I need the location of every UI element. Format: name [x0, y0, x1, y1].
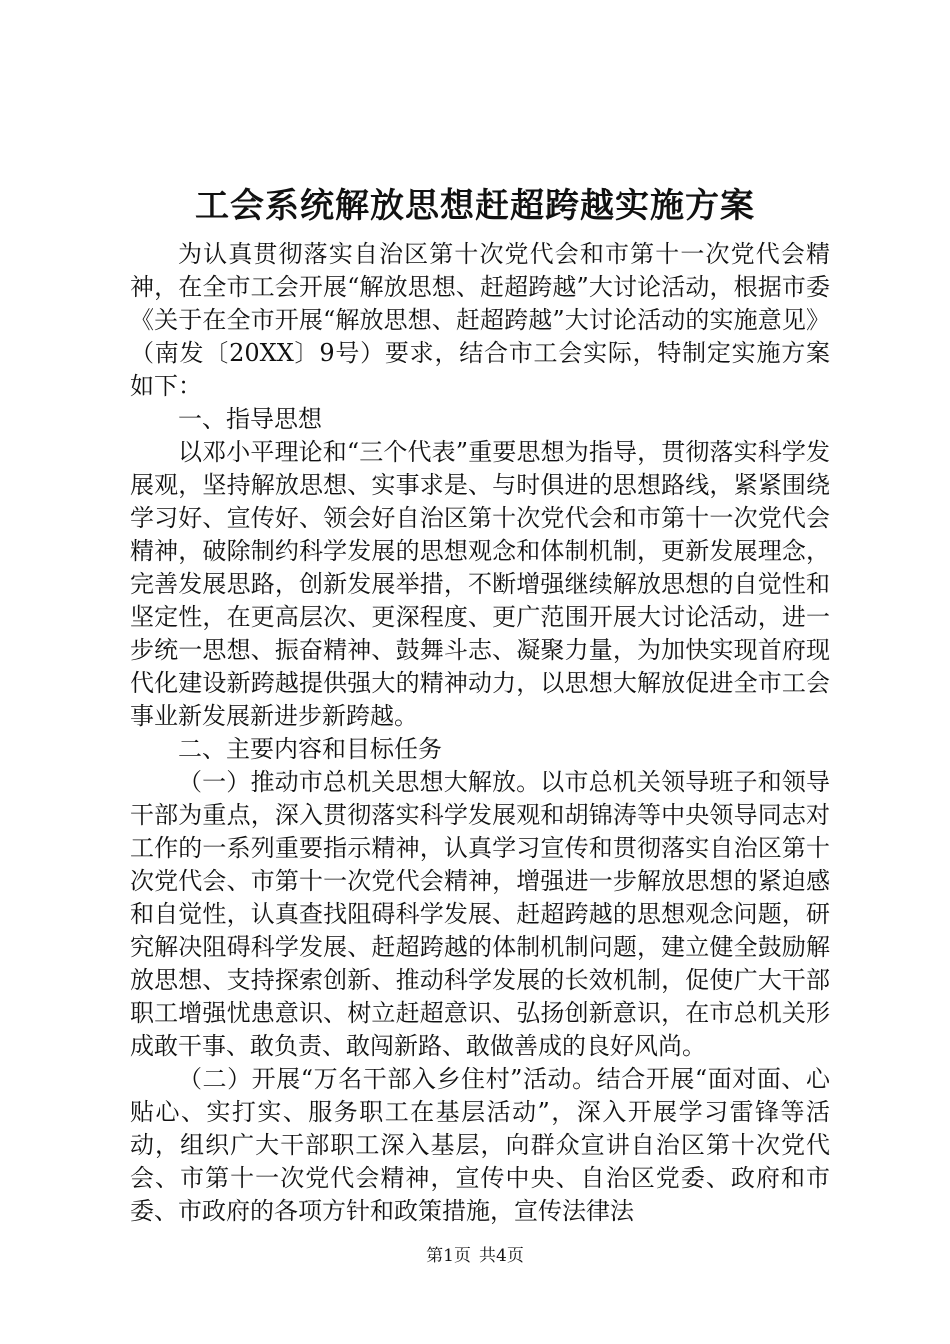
document-title: 工会系统解放思想赶超跨越实施方案: [195, 186, 755, 226]
intro-paragraph: 为认真贯彻落实自治区第十次党代会和市第十一次党代会精神，在全市工会开展“解放思想、赶超跨越”大讨论活动，根据市委《关于在全市开展“解放思想、赶超跨越”大讨论活动的实施意见》（南发〔20XX〕9号）要求，结合市工会实际，特制定实施方案如下：: [130, 240, 830, 400]
item-two-paragraph: （二）开展“万名干部入乡住村”活动。结合开展“面对面、心贴心、实打实、服务职工在基层活动”，深入开展学习雷锋等活动，组织广大干部职工深入基层，向群众宣讲自治区第十次党代会、市第十一次党代会精神，宣传中央、自治区党委、政府和市委、市政府的各项方针和政策措施，宣传法律法: [130, 1065, 830, 1225]
section-heading-main-content: 二、主要内容和目标任务: [178, 735, 442, 763]
page-total: 共4页: [479, 1246, 524, 1266]
section-heading-guiding-ideology: 一、指导思想: [178, 405, 322, 433]
page-number: 第1页: [426, 1246, 471, 1266]
item-one-paragraph: （一）推动市总机关思想大解放。以市总机关领导班子和领导干部为重点，深入贯彻落实科学发展观和胡锦涛等中央领导同志对工作的一系列重要指示精神，认真学习宣传和贯彻落实自治区第十次党代会、市第十一次党代会精神，增强进一步解放思想的紧迫感和自觉性，认真查找阻碍科学发展、赶超跨越的思想观念问题，研究解决阻碍科学发展、赶超跨越的体制机制问题，建立健全鼓励解放思想、支持探索创新、推动科学发展的长效机制，促使广大干部职工增强忧患意识、树立赶超意识、弘扬创新意识，在市总机关形成敢干事、敢负责、敢闯新路、敢做善成的良好风尚。: [130, 768, 830, 1060]
guiding-ideology-paragraph: 以邓小平理论和“三个代表”重要思想为指导，贯彻落实科学发展观，坚持解放思想、实事求是、与时俱进的思想路线，紧紧围绕学习好、宣传好、领会好自治区第十次党代会和市第十一次党代会精神，破除制约科学发展的思想观念和体制机制，更新发展理念，完善发展思路，创新发展举措，不断增强继续解放思想的自觉性和坚定性，在更高层次、更深程度、更广范围开展大讨论活动，进一步统一思想、振奋精神、鼓舞斗志、凝聚力量，为加快实现首府现代化建设新跨越提供强大的精神动力，以思想大解放促进全市工会事业新发展新进步新跨越。: [130, 438, 830, 730]
page-footer: [0, 1244, 950, 1268]
document-body: [130, 238, 830, 1228]
